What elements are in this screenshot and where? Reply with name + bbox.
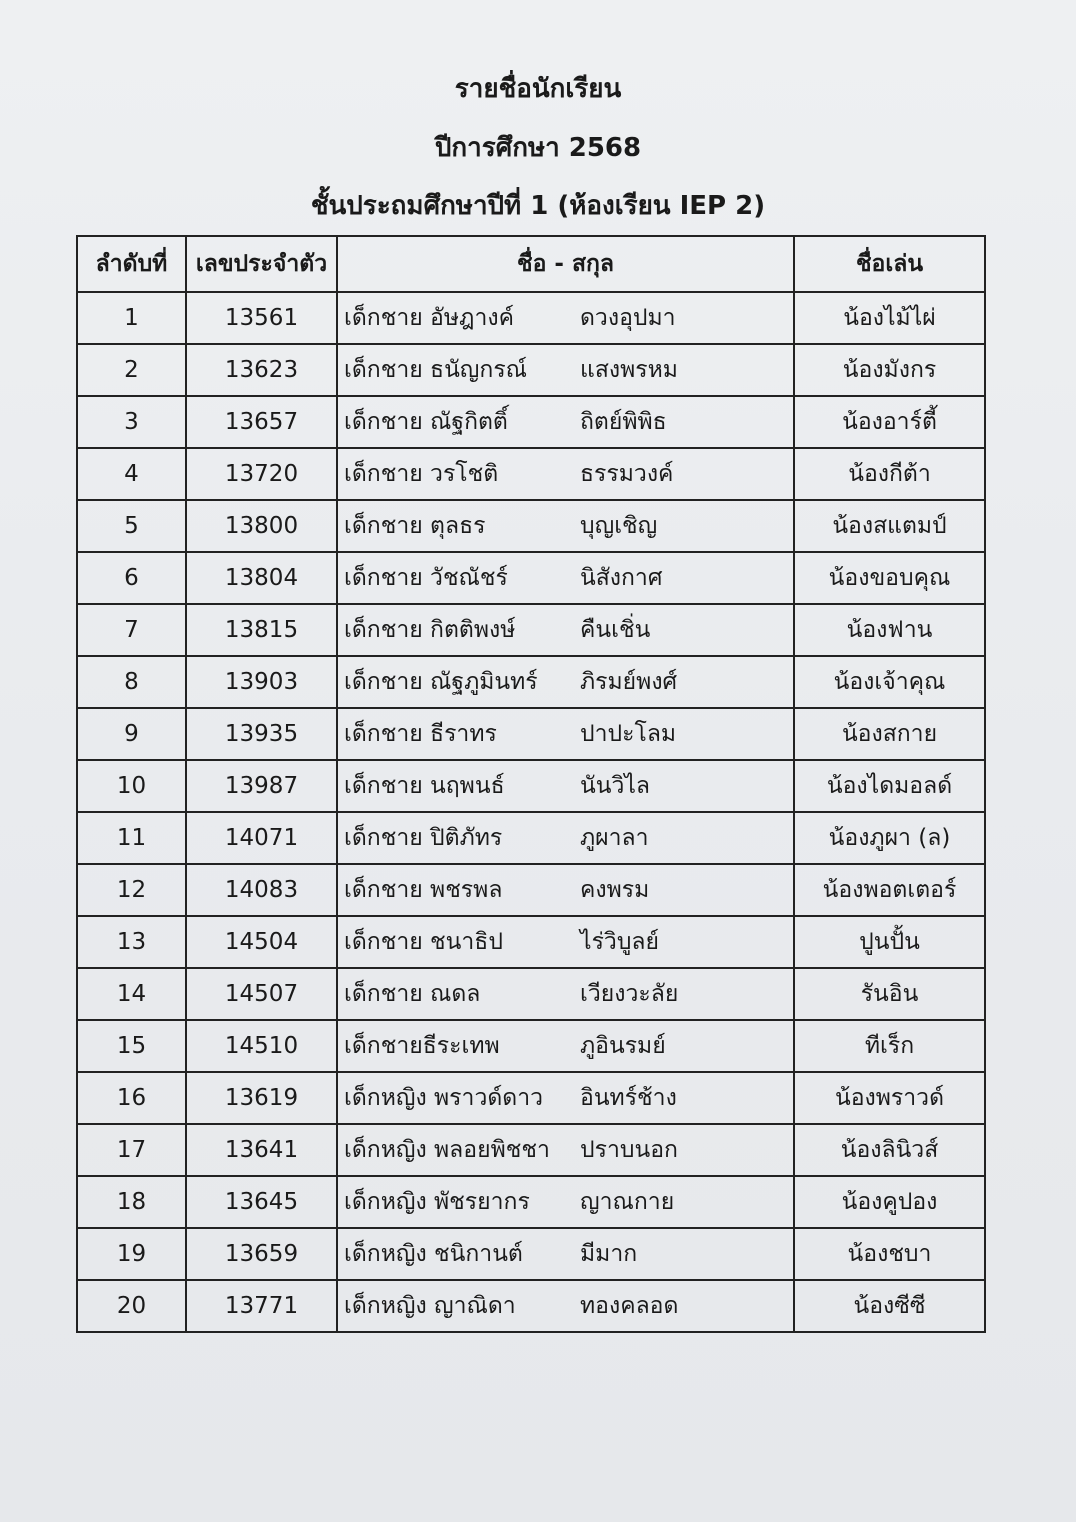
row-surname: ธรรมวงค์: [580, 461, 674, 487]
row-order-number: 20: [77, 1280, 186, 1332]
row-student-id: 13641: [186, 1124, 337, 1176]
column-header-order: ลำดับที่: [77, 236, 186, 292]
row-full-name: [337, 500, 794, 552]
row-full-name: [337, 1176, 794, 1228]
row-surname: คืนเชิ่น: [580, 617, 651, 643]
row-student-id: 14071: [186, 812, 337, 864]
column-header-student-id: เลขประจำตัว: [186, 236, 337, 292]
row-given-name: เด็กชาย ธนัญกรณ์: [344, 357, 528, 383]
row-nickname: น้องฟาน: [794, 604, 985, 656]
row-full-name: [337, 552, 794, 604]
table-row: [77, 552, 985, 604]
table-row: [77, 1020, 985, 1072]
row-given-name: เด็กชาย ณัฐกิตติ์: [344, 409, 508, 435]
row-full-name: [337, 968, 794, 1020]
row-order-number: 18: [77, 1176, 186, 1228]
row-given-name: เด็กหญิง ญาณิดา: [344, 1293, 516, 1319]
row-nickname: น้องมังกร: [794, 344, 985, 396]
row-full-name: [337, 344, 794, 396]
row-order-number: 17: [77, 1124, 186, 1176]
row-full-name: [337, 1020, 794, 1072]
column-header-nickname: ชื่อเล่น: [794, 236, 985, 292]
row-surname: มีมาก: [580, 1241, 638, 1267]
row-student-id: 13623: [186, 344, 337, 396]
table-row: [77, 656, 985, 708]
row-surname: เวียงวะลัย: [580, 981, 679, 1007]
row-nickname: น้องขอบคุณ: [794, 552, 985, 604]
row-given-name: เด็กชาย ตุลธร: [344, 513, 486, 539]
table-header: [77, 236, 985, 292]
row-order-number: 1: [77, 292, 186, 344]
row-full-name: [337, 864, 794, 916]
row-given-name: เด็กชาย ธีราทร: [344, 721, 497, 747]
row-given-name: เด็กหญิง พัชรยากร: [344, 1189, 530, 1215]
table-row: [77, 708, 985, 760]
table-row: [77, 448, 985, 500]
row-full-name: [337, 1228, 794, 1280]
row-student-id: 13935: [186, 708, 337, 760]
row-nickname: น้องไดมอลด์: [794, 760, 985, 812]
row-full-name: [337, 396, 794, 448]
row-full-name: [337, 916, 794, 968]
row-nickname: ทีเร็ก: [794, 1020, 985, 1072]
row-full-name: [337, 708, 794, 760]
row-order-number: 13: [77, 916, 186, 968]
row-order-number: 8: [77, 656, 186, 708]
full-name-wrap: [344, 768, 787, 804]
row-surname: ญาณกาย: [580, 1189, 675, 1215]
row-nickname: น้องชบา: [794, 1228, 985, 1280]
row-full-name: [337, 760, 794, 812]
row-surname: ดวงอุปมา: [580, 305, 676, 331]
row-full-name: [337, 604, 794, 656]
full-name-wrap: [344, 1080, 787, 1116]
row-student-id: 13619: [186, 1072, 337, 1124]
row-given-name: เด็กชาย นฤพนธ์: [344, 773, 505, 799]
full-name-wrap: [344, 716, 787, 752]
row-order-number: 14: [77, 968, 186, 1020]
row-full-name: [337, 448, 794, 500]
full-name-wrap: [344, 612, 787, 648]
row-surname: ภิรมย์พงศ์: [580, 669, 678, 695]
full-name-wrap: [344, 976, 787, 1012]
row-student-id: 13645: [186, 1176, 337, 1228]
row-full-name: [337, 1280, 794, 1332]
table-row: [77, 396, 985, 448]
row-nickname: น้องซีซี: [794, 1280, 985, 1332]
row-nickname: น้องภูผา (ล): [794, 812, 985, 864]
table-row: [77, 1280, 985, 1332]
full-name-wrap: [344, 1132, 787, 1168]
row-full-name: [337, 656, 794, 708]
row-nickname: น้องพอตเตอร์: [794, 864, 985, 916]
full-name-wrap: [344, 924, 787, 960]
row-order-number: 9: [77, 708, 186, 760]
row-given-name: เด็กชาย ชนาธิป: [344, 929, 503, 955]
row-student-id: 14504: [186, 916, 337, 968]
row-given-name: เด็กชาย พชรพล: [344, 877, 503, 903]
row-order-number: 12: [77, 864, 186, 916]
row-given-name: เด็กชาย ณัฐภูมินทร์: [344, 669, 538, 695]
full-name-wrap: [344, 1028, 787, 1064]
row-nickname: น้องสกาย: [794, 708, 985, 760]
table-row: [77, 344, 985, 396]
full-name-wrap: [344, 300, 787, 336]
table-row: [77, 864, 985, 916]
table-row: [77, 604, 985, 656]
row-surname: ปาปะโลม: [580, 721, 677, 747]
row-given-name: เด็กชาย อัษฎางค์: [344, 305, 514, 331]
row-student-id: 14507: [186, 968, 337, 1020]
row-surname: ภูผาลา: [580, 825, 649, 851]
row-full-name: [337, 812, 794, 864]
table-row: [77, 292, 985, 344]
row-given-name: เด็กหญิง ชนิกานต์: [344, 1241, 523, 1267]
table-row: [77, 1072, 985, 1124]
row-given-name: เด็กชายธีระเทพ: [344, 1033, 500, 1059]
row-full-name: [337, 1072, 794, 1124]
document-title: รายชื่อนักเรียน: [454, 74, 622, 104]
row-given-name: เด็กชาย ปิติภัทร: [344, 825, 503, 851]
table-row: [77, 968, 985, 1020]
row-student-id: 13815: [186, 604, 337, 656]
row-order-number: 5: [77, 500, 186, 552]
academic-year: ปีการศึกษา 2568: [434, 133, 642, 163]
row-nickname: น้องพราวด์: [794, 1072, 985, 1124]
row-nickname: น้องกีต้า: [794, 448, 985, 500]
row-student-id: 13561: [186, 292, 337, 344]
row-order-number: 2: [77, 344, 186, 396]
row-order-number: 6: [77, 552, 186, 604]
full-name-wrap: [344, 820, 787, 856]
column-header-full-name: ชื่อ - สกุล: [337, 236, 794, 292]
table-row: [77, 1124, 985, 1176]
table-row: [77, 500, 985, 552]
row-student-id: 13987: [186, 760, 337, 812]
row-given-name: เด็กชาย วรโชติ: [344, 461, 499, 487]
row-order-number: 16: [77, 1072, 186, 1124]
row-given-name: เด็กชาย วัชณัชร์: [344, 565, 508, 591]
row-nickname: น้องเจ้าคุณ: [794, 656, 985, 708]
row-surname: นันวิไล: [580, 773, 651, 799]
row-surname: คงพรม: [580, 877, 650, 903]
row-student-id: 13903: [186, 656, 337, 708]
row-order-number: 15: [77, 1020, 186, 1072]
row-order-number: 3: [77, 396, 186, 448]
full-name-wrap: [344, 872, 787, 908]
full-name-wrap: [344, 352, 787, 388]
full-name-wrap: [344, 1184, 787, 1220]
row-given-name: เด็กชาย กิตติพงษ์: [344, 617, 516, 643]
row-student-id: 13800: [186, 500, 337, 552]
row-surname: ปราบนอก: [580, 1137, 678, 1163]
row-student-id: 13720: [186, 448, 337, 500]
row-surname: บุญเชิญ: [580, 513, 658, 539]
row-nickname: น้องลินิวส์: [794, 1124, 985, 1176]
row-given-name: เด็กชาย ณดล: [344, 981, 481, 1007]
row-student-id: 13657: [186, 396, 337, 448]
row-nickname: น้องคูปอง: [794, 1176, 985, 1228]
full-name-wrap: [344, 560, 787, 596]
row-surname: อินทร์ช้าง: [580, 1085, 677, 1111]
row-order-number: 7: [77, 604, 186, 656]
row-student-id: 13804: [186, 552, 337, 604]
class-level: ชั้นประถมศึกษาปีที่ 1 (ห้องเรียน IEP 2): [310, 191, 766, 221]
row-order-number: 10: [77, 760, 186, 812]
row-surname: ถิตย์พิพิธ: [580, 409, 667, 435]
row-order-number: 11: [77, 812, 186, 864]
header-row: [77, 236, 985, 292]
row-surname: ทองคลอด: [580, 1293, 679, 1319]
full-name-wrap: [344, 1236, 787, 1272]
row-given-name: เด็กหญิง พลอยพิชชา: [344, 1137, 550, 1163]
table-row: [77, 760, 985, 812]
row-nickname: น้องสแตมป์: [794, 500, 985, 552]
row-full-name: [337, 1124, 794, 1176]
row-student-id: 14510: [186, 1020, 337, 1072]
row-student-id: 13771: [186, 1280, 337, 1332]
row-full-name: [337, 292, 794, 344]
row-given-name: เด็กหญิง พราวด์ดาว: [344, 1085, 544, 1111]
row-nickname: น้องอาร์ตี้: [794, 396, 985, 448]
row-surname: นิสังกาศ: [580, 565, 663, 591]
table-row: [77, 1228, 985, 1280]
row-nickname: รันอิน: [794, 968, 985, 1020]
table-body: [77, 292, 985, 1332]
row-order-number: 19: [77, 1228, 186, 1280]
row-surname: ไร่วิบูลย์: [580, 929, 660, 955]
row-order-number: 4: [77, 448, 186, 500]
table-row: [77, 1176, 985, 1228]
student-roster-table: [76, 235, 986, 1333]
row-student-id: 14083: [186, 864, 337, 916]
row-nickname: น้องไม้ไผ่: [794, 292, 985, 344]
table-row: [77, 916, 985, 968]
full-name-wrap: [344, 404, 787, 440]
full-name-wrap: [344, 664, 787, 700]
table-row: [77, 812, 985, 864]
row-surname: แสงพรหม: [580, 357, 678, 383]
full-name-wrap: [344, 1288, 787, 1324]
row-surname: ภูอินรมย์: [580, 1033, 666, 1059]
row-nickname: ปูนปั้น: [794, 916, 985, 968]
full-name-wrap: [344, 456, 787, 492]
row-student-id: 13659: [186, 1228, 337, 1280]
full-name-wrap: [344, 508, 787, 544]
